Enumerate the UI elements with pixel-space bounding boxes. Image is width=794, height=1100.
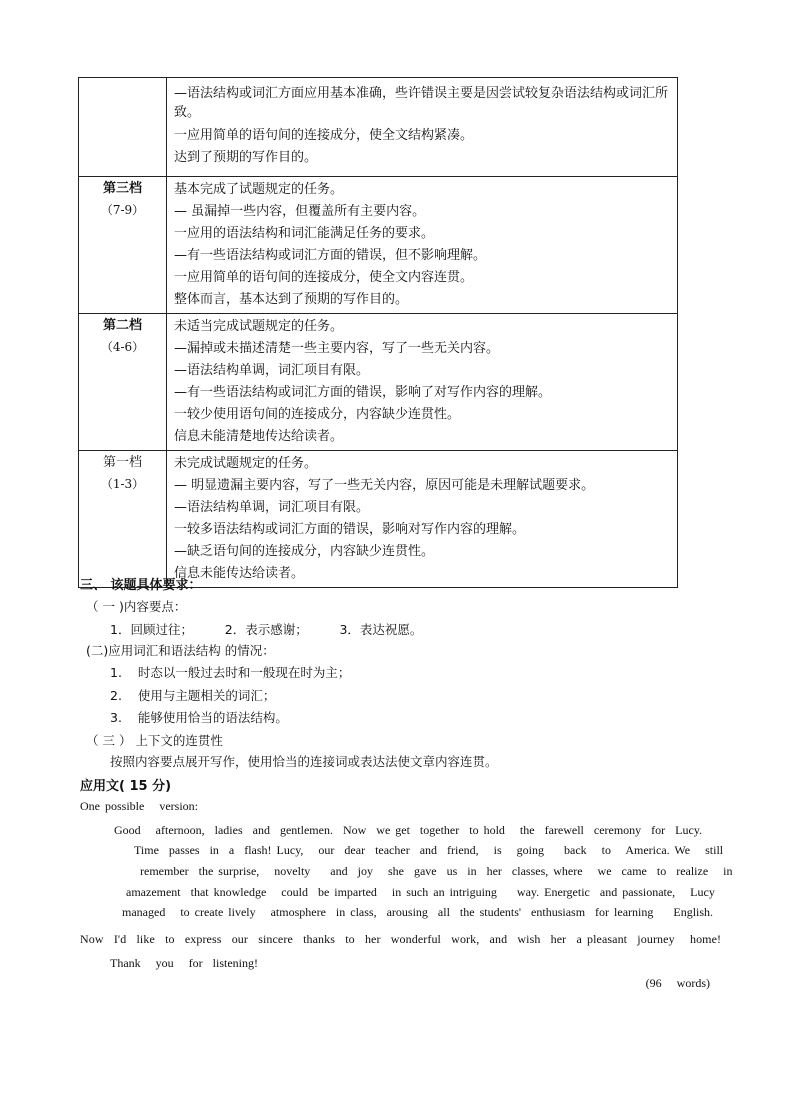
rubric-line: 基本完成了试题规定的任务。 bbox=[174, 182, 344, 197]
rubric-line: 一较少使用语句间的连接成分，内容缺少连贯性。 bbox=[174, 407, 461, 422]
rubric-row-level-2 bbox=[79, 314, 678, 451]
content-points-title: （ 一 )内容要点： bbox=[86, 599, 187, 614]
vocab-grammar-title: (二)应用词汇和语法结构 的情况： bbox=[86, 643, 275, 658]
vocab-grammar-item: 1. 时态以一般过去时和一般现在时为主； bbox=[110, 665, 351, 680]
essay-line: Good afternoon, ladies and gentlemen. Now we get together to hold the farewell ceremony for Lucy. bbox=[114, 823, 703, 837]
rubric-line: 未完成试题规定的任务。 bbox=[174, 456, 318, 471]
essay-line: amazement that knowledge could be imparted in such an intriguing way. Energetic and passionate, Lucy bbox=[126, 885, 715, 899]
level-cell bbox=[79, 451, 167, 588]
rubric-line: —缺乏语句间的连接成分，内容缺少连贯性。 bbox=[174, 544, 435, 559]
essay-line: managed to create lively atmosphere in class, arousing all the students' enthusiasm for learning English. bbox=[122, 905, 714, 919]
rubric-row-level-3 bbox=[79, 177, 678, 314]
rubric-line: —漏掉或未描述清楚一些主要内容，写了一些无关内容。 bbox=[174, 341, 500, 356]
rubric-line: —语法结构单调，词汇项目有限。 bbox=[174, 500, 370, 515]
level-cell bbox=[79, 314, 167, 451]
rubric-line: 一应用简单的语句间的连接成分，使全文结构紧凑。 bbox=[174, 128, 474, 143]
coherence-title: （ 三 ） 上下文的连贯性 bbox=[86, 733, 223, 748]
level-name: 第一档 bbox=[102, 455, 142, 470]
essay-line: Thank you for listening! bbox=[110, 956, 258, 970]
rubric-line: — 虽漏掉一些内容，但覆盖所有主要内容。 bbox=[174, 204, 426, 219]
essay-line: Time passes in a flash! Lucy, our dear teacher and friend, is going back to America. We still bbox=[134, 843, 724, 857]
rubric-line: 一应用简单的语句间的连接成分，使全文内容连贯。 bbox=[174, 270, 474, 285]
vocab-grammar-item: 2. 使用与主题相关的词汇； bbox=[110, 688, 276, 703]
word-count: (96 words) bbox=[645, 976, 710, 990]
level-score-range: （4-6） bbox=[100, 340, 145, 354]
requirements-heading: 三、 该题具体要求： bbox=[80, 578, 202, 593]
level-description bbox=[167, 177, 678, 314]
rubric-line: —有一些语法结构或词汇方面的错误，但不影响理解。 bbox=[174, 248, 487, 263]
essay-title: 应用文( 15 分) bbox=[80, 779, 172, 794]
rubric-row-level-1 bbox=[79, 451, 678, 588]
coherence-text: 按照内容要点展开写作，使用恰当的连接词或表达法使文章内容连贯。 bbox=[110, 754, 498, 769]
level-cell-empty bbox=[79, 78, 167, 177]
level-name: 第二档 bbox=[102, 318, 142, 333]
content-points: 1．回顾过往； 2．表示感谢； 3．表达祝愿。 bbox=[110, 622, 423, 637]
level-score-range: （1-3） bbox=[100, 477, 145, 491]
vocab-grammar-item: 3. 能够使用恰当的语法结构。 bbox=[110, 710, 288, 725]
rubric-line: —有一些语法结构或词汇方面的错误，影响了对写作内容的理解。 bbox=[174, 385, 552, 400]
rubric-line: 一较多语法结构或词汇方面的错误，影响对写作内容的理解。 bbox=[174, 522, 526, 537]
rubric-line: 整体而言，基本达到了预期的写作目的。 bbox=[174, 292, 409, 307]
rubric-line: 一应用的语法结构和词汇能满足任务的要求。 bbox=[174, 226, 435, 241]
rubric-line: —语法结构或词汇方面应用基本准确，些许错误主要是因尝试较复杂语法结构或词汇所致。 bbox=[174, 86, 669, 120]
rubric-line: — 明显遗漏主要内容，写了一些无关内容，原因可能是未理解试题要求。 bbox=[174, 478, 595, 493]
level-cell bbox=[79, 177, 167, 314]
scoring-rubric-table bbox=[78, 77, 678, 588]
level-description bbox=[167, 451, 678, 588]
rubric-line: 信息未能清楚地传达给读者。 bbox=[174, 429, 344, 444]
level-name: 第三档 bbox=[102, 181, 142, 196]
rubric-line: —语法结构单调，词汇项目有限。 bbox=[174, 363, 370, 378]
level-score-range: （7-9） bbox=[100, 203, 145, 217]
level-description bbox=[167, 78, 678, 177]
rubric-row-continuation bbox=[79, 78, 678, 177]
rubric-line: 未适当完成试题规定的任务。 bbox=[174, 319, 344, 334]
rubric-line: 达到了预期的写作目的。 bbox=[174, 150, 318, 165]
essay-line: remember the surprise, novelty and joy she gave us in her classes, where we came to realize in bbox=[140, 864, 733, 878]
essay-line: Now I'd like to express our sincere thanks to her wonderful work, and wish her a pleasant journey home! bbox=[80, 932, 722, 946]
level-description bbox=[167, 314, 678, 451]
rubric-line: 信息未能传达给读者。 bbox=[174, 566, 305, 581]
essay-version-label: One possible version: bbox=[80, 799, 198, 813]
